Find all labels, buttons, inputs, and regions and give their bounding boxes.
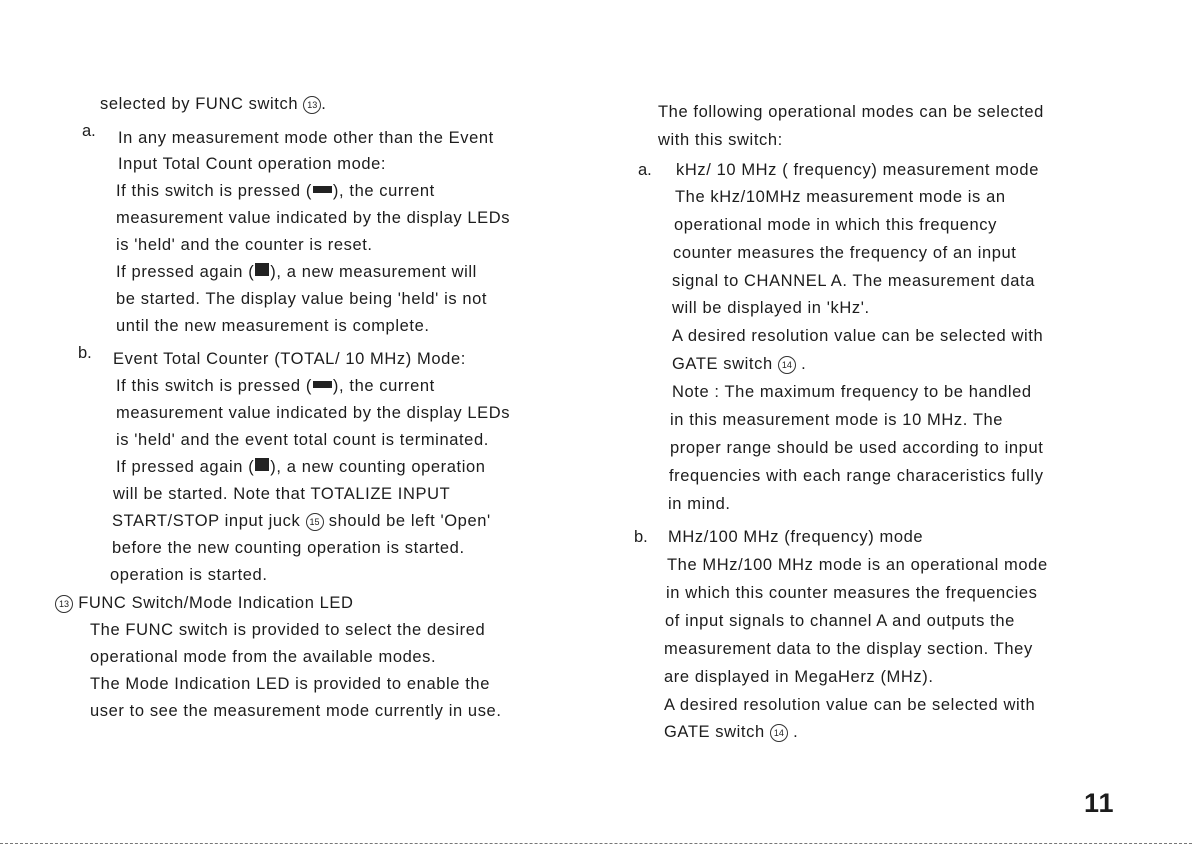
text-line: The kHz/10MHz measurement mode is an bbox=[675, 188, 1006, 206]
text-line: START/STOP input juck 15 should be left 'Open' bbox=[112, 512, 491, 530]
ref-number-15: 15 bbox=[306, 513, 324, 531]
button-pressed-icon bbox=[255, 263, 269, 276]
text-line: operational mode in which this frequency bbox=[674, 216, 998, 234]
ref-number-13: 13 bbox=[55, 595, 73, 613]
text-line: proper range should be used according to input bbox=[670, 439, 1044, 457]
text-line: Note : The maximum frequency to be handled bbox=[672, 383, 1032, 401]
text-line: in which this counter measures the frequencies bbox=[666, 584, 1038, 602]
text-line: Event Total Counter (TOTAL/ 10 MHz) Mode: bbox=[113, 350, 466, 368]
text-line: until the new measurement is complete. bbox=[116, 317, 430, 335]
ref-number-14: 14 bbox=[770, 724, 788, 742]
text-line: will be displayed in 'kHz'. bbox=[672, 299, 870, 317]
text-line: If pressed again ( ), a new counting operation bbox=[116, 458, 486, 476]
page-number: 11 bbox=[1084, 788, 1115, 818]
section-heading: 13 FUNC Switch/Mode Indication LED bbox=[55, 593, 354, 613]
text-line: measurement value indicated by the display LEDs bbox=[116, 404, 511, 422]
text-line: be started. The display value being 'held' is not bbox=[116, 290, 488, 308]
text-line: counter measures the frequency of an input bbox=[673, 244, 1017, 262]
page-bottom-rule bbox=[0, 843, 1192, 844]
ref-number-14: 14 bbox=[778, 356, 796, 374]
button-released-icon bbox=[313, 381, 332, 388]
text-line: in mind. bbox=[668, 495, 731, 513]
text-line: are displayed in MegaHerz (MHz). bbox=[664, 668, 934, 686]
text-line: In any measurement mode other than the Event bbox=[118, 129, 494, 147]
text-line: before the new counting operation is started. bbox=[112, 539, 465, 557]
button-released-icon bbox=[313, 186, 332, 193]
text-line: kHz/ 10 MHz ( frequency) measurement mode bbox=[676, 161, 1039, 179]
text-line: operation is started. bbox=[110, 566, 268, 584]
text-line: The following operational modes can be selected bbox=[658, 103, 1044, 121]
button-pressed-icon bbox=[255, 458, 269, 471]
text-line: is 'held' and the counter is reset. bbox=[116, 236, 373, 254]
text-line: If this switch is pressed ( ), the current bbox=[116, 182, 435, 200]
text-line: in this measurement mode is 10 MHz. The bbox=[670, 411, 1004, 429]
text-line: A desired resolution value can be selected with bbox=[664, 696, 1036, 714]
text-line: Input Total Count operation mode: bbox=[118, 155, 387, 173]
list-marker-a: a. bbox=[638, 161, 652, 179]
text-line: user to see the measurement mode currently in use. bbox=[90, 702, 502, 720]
text-line: MHz/100 MHz (frequency) mode bbox=[668, 528, 924, 546]
text-line: of input signals to channel A and outputs the bbox=[665, 612, 1015, 630]
text-line: will be started. Note that TOTALIZE INPUT bbox=[113, 485, 451, 503]
text-line: measurement data to the display section. They bbox=[664, 640, 1033, 658]
list-marker-b: b. bbox=[634, 528, 648, 546]
text-line: GATE switch 14 . bbox=[672, 355, 807, 373]
text-line: The Mode Indication LED is provided to enable the bbox=[90, 675, 490, 693]
text-line: selected by FUNC switch 13 . bbox=[100, 95, 327, 113]
list-marker-a: a. bbox=[82, 122, 96, 140]
text-line: The MHz/100 MHz mode is an operational mode bbox=[667, 556, 1048, 574]
text-line: A desired resolution value can be selected with bbox=[672, 327, 1044, 345]
text-line: If this switch is pressed ( ), the current bbox=[116, 377, 435, 395]
list-marker-b: b. bbox=[78, 344, 92, 362]
text-line: GATE switch 14 . bbox=[664, 723, 799, 741]
text-line: with this switch: bbox=[658, 131, 783, 149]
text-line: The FUNC switch is provided to select the desired bbox=[90, 621, 486, 639]
right-column bbox=[600, 0, 1192, 846]
text-line: measurement value indicated by the display LEDs bbox=[116, 209, 511, 227]
text-line: is 'held' and the event total count is terminated. bbox=[116, 431, 489, 449]
text-line: If pressed again ( ), a new measurement will bbox=[116, 263, 477, 281]
ref-number-13: 13 bbox=[303, 96, 321, 114]
text-line: operational mode from the available modes. bbox=[90, 648, 437, 666]
text-line: frequencies with each range characeristics fully bbox=[669, 467, 1044, 485]
text-line: signal to CHANNEL A. The measurement data bbox=[672, 272, 1036, 290]
